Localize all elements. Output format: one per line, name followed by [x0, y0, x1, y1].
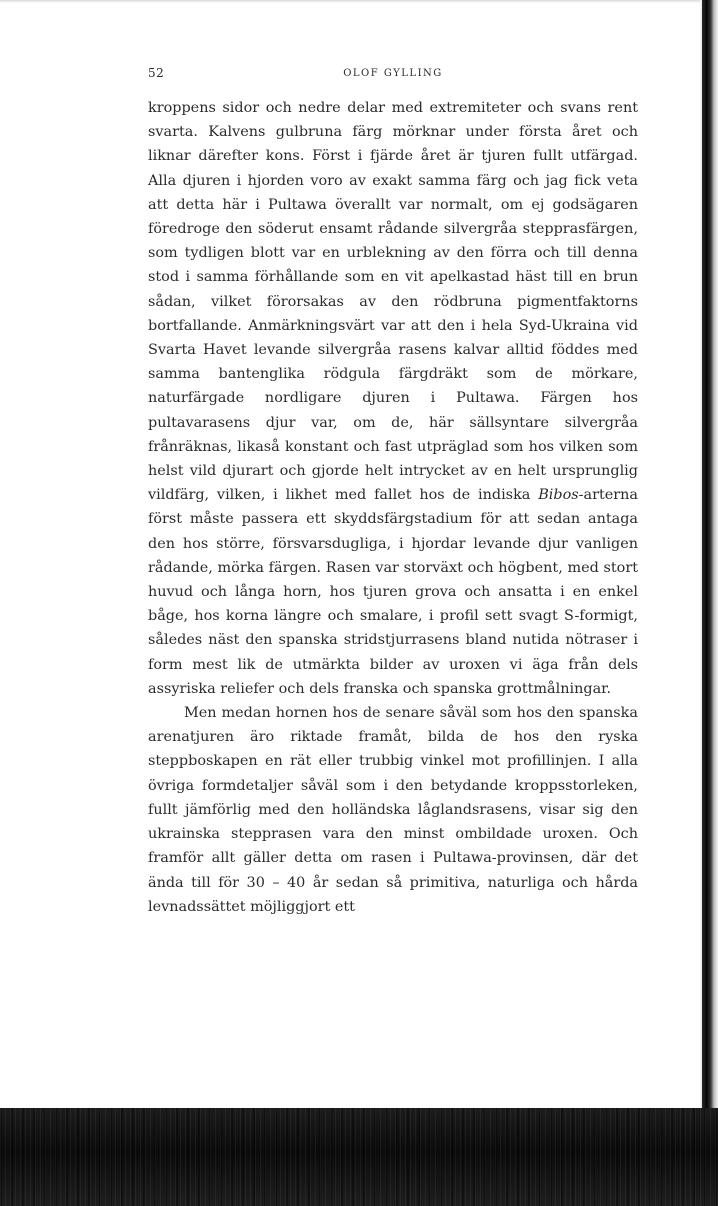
paragraph-1 — [148, 96, 638, 701]
italic-genus-name: Bibos — [538, 487, 579, 504]
running-head — [148, 62, 638, 84]
body-text — [148, 96, 638, 919]
paragraph-1-text-a: kroppens sidor och nedre delar med extremiteter och svans rent svarta. Kalvens gulbruna färg mörknar under första året och liknar därefter kons. Först i fjärde året är tjuren fullt utfärgad. Alla djuren i hjorden voro av exakt samma färg och jag fick veta att detta här i Pultawa överallt var normalt, om ej godsägaren föredroge den söderut ensamt rådande silvergråa stepprasfärgen, som tydligen blott var en urblekning av den förra och till denna stod i samma förhållande som en vit apelkastad häst till en brun sådan, vilket förorsakas av den rödbruna pigmentfaktorns bortfallande. Anmärkningsvärt var att den i hela Syd-Ukraina vid Svarta Havet levande silvergråa rasens kalvar alltid föddes med samma bantenglika rödgula färgdräkt som de mörkare, naturfärgade nordligare djuren i Pultawa. Färgen hos pultavarasens djur var, om de, här sällsyntare silvergråa frånräknas, likaså konstant och fast utpräglad som hos vilken som helst vild djurart och gjorde helt intrycket av en helt ursprunglig vildfärg, vilken, i likhet med fallet hos de indiska — [148, 100, 638, 504]
paragraph-1-text-b: -arterna först måste passera ett skyddsfärgstadium för att sedan antaga den hos större, försvarsdugliga, i hjordar levande djur vanligen rådande, mörka färgen. Rasen var storväxt och högbent, med stort huvud och långa horn, hos tjuren grova och ansatta i en enkel båge, hos korna längre och smalare, i profil sett svagt S-formigt, således näst den spanska stridstjurrasens bland nutida nötraser i form mest lik de utmärkta bilder av uroxen vi äga från dels assyriska reliefer och dels franska och spanska grottmålningar. — [148, 487, 638, 697]
scanner-bottom-strip — [0, 1108, 718, 1206]
scan-top-edge — [0, 0, 704, 3]
book-page — [148, 62, 638, 919]
paragraph-2: Men medan hornen hos de senare såväl som hos den spanska arenatjuren äro riktade framåt, bilda de hos den ryska steppboskapen en rät eller trubbig vinkel mot profillinjen. I alla övriga formdetaljer såväl som i den betydande kroppsstorleken, fullt jämförlig med den holländska låglandsrasens, visar sig den ukrainska stepprasen vara den minst ombildade uroxen. Och framför allt gäller detta om rasen i Pultawa-provinsen, där det ända till för 30 – 40 år sedan så primitiva, naturliga och hårda levnadssättet möjliggjort ett — [148, 705, 638, 915]
scanner-right-border — [702, 0, 718, 1108]
page-number: 52 — [148, 66, 165, 80]
running-title-author: OLOF GYLLING — [343, 68, 443, 79]
